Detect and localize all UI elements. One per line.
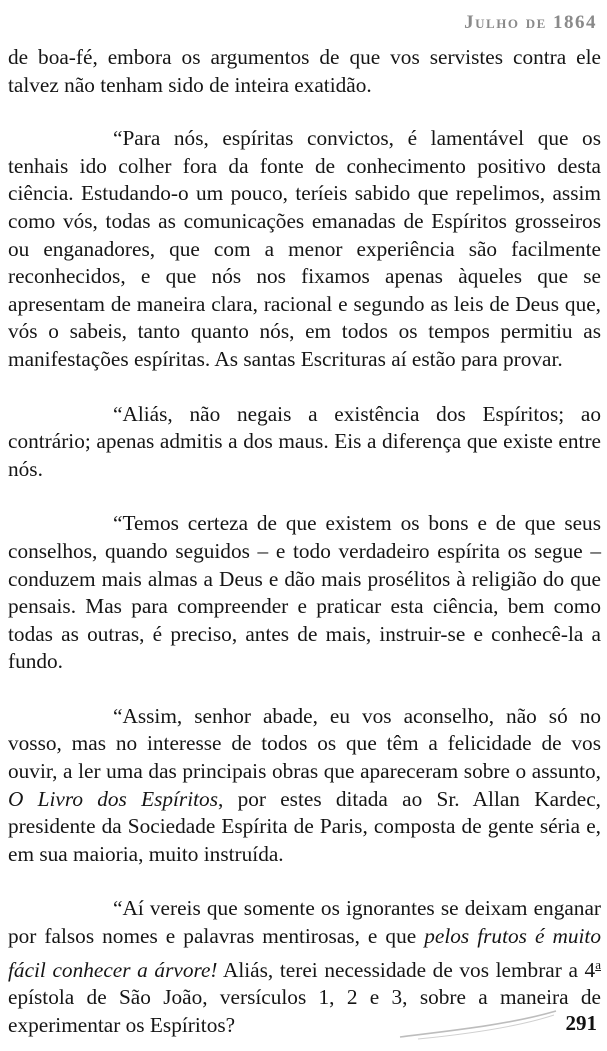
running-header: Julho de 1864	[464, 12, 597, 33]
paragraph-3: “Aliás, não negais a existência dos Espíritos; ao contrário; apenas admitis a dos maus. Eis a diferença que existe entre nós.	[8, 401, 601, 481]
body-text	[8, 44, 601, 1040]
paragraph-1: de boa-fé, embora os argumentos de que vos servistes contra ele talvez não tenham sido de inteira exatidão.	[8, 45, 601, 97]
book-title-italic: O Livro dos Espíritos	[8, 786, 218, 811]
paragraph-4: “Temos certeza de que existem os bons e de que seus conselhos, quando seguidos – e todo verdadeiro espírita os segue – conduzem mais almas a Deus e dão mais prosélitos à religião do que pensais. Mas para compreender e praticar esta ciência, bem como todas as outras, é preciso, antes de mais, instruir-se e conhecê-la a fundo.	[8, 511, 601, 674]
paragraph-5	[8, 703, 601, 869]
paragraph-5-text-before: “Assim, senhor abade, eu vos aconselho, não só no vosso, mas no interesse de todos os que têm a felicidade de vos ouvir, a ler uma das principais obras que apareceram sobre o assunto,	[8, 703, 601, 784]
swoosh-ornament-icon	[398, 1001, 558, 1041]
paragraph-5-text-after: , por estes ditada ao Sr. Allan Kardec, presidente da Sociedade Espírita de Paris, composta de gente séria e, em sua maioria, muito instruída.	[8, 786, 602, 866]
page-number: 291	[565, 1011, 597, 1035]
paragraph-6-text-middle: Aliás, terei necessidade de vos lembrar a 4	[217, 957, 596, 982]
paragraph-6-text-before: “Aí vereis que somente os ignorantes se deixam enganar por falsos nomes e palavras mentirosas, e que	[8, 896, 601, 949]
paragraph-2: “Para nós, espíritas convictos, é lamentável que os tenhais ido colher fora da fonte de conhecimento positivo desta ciência. Estudando-o um pouco, teríeis sabido que repelimos, assim como vós, todas as comunicações emanadas de Espíritos grosseiros ou enganadores, que com a menor experiência são facilmente reconhecidos, e que nós nos fixamos apenas àqueles que se apresentam de maneira clara, racional e segundo as leis de Deus que, vós o sabeis, tanto quanto nós, em todos os tempos permitiu as manifestações espíritas. As santas Escrituras aí estão para provar.	[8, 126, 601, 371]
ordinal-superscript: a	[595, 956, 601, 972]
paragraph-6-text-after: epístola de São João, versículos 1, 2 e 3, sobre a maneira de experimentar os Espíritos?	[8, 985, 601, 1037]
proverb-italic: pelos frutos é muito fácil conhecer a árvore!	[8, 924, 601, 982]
